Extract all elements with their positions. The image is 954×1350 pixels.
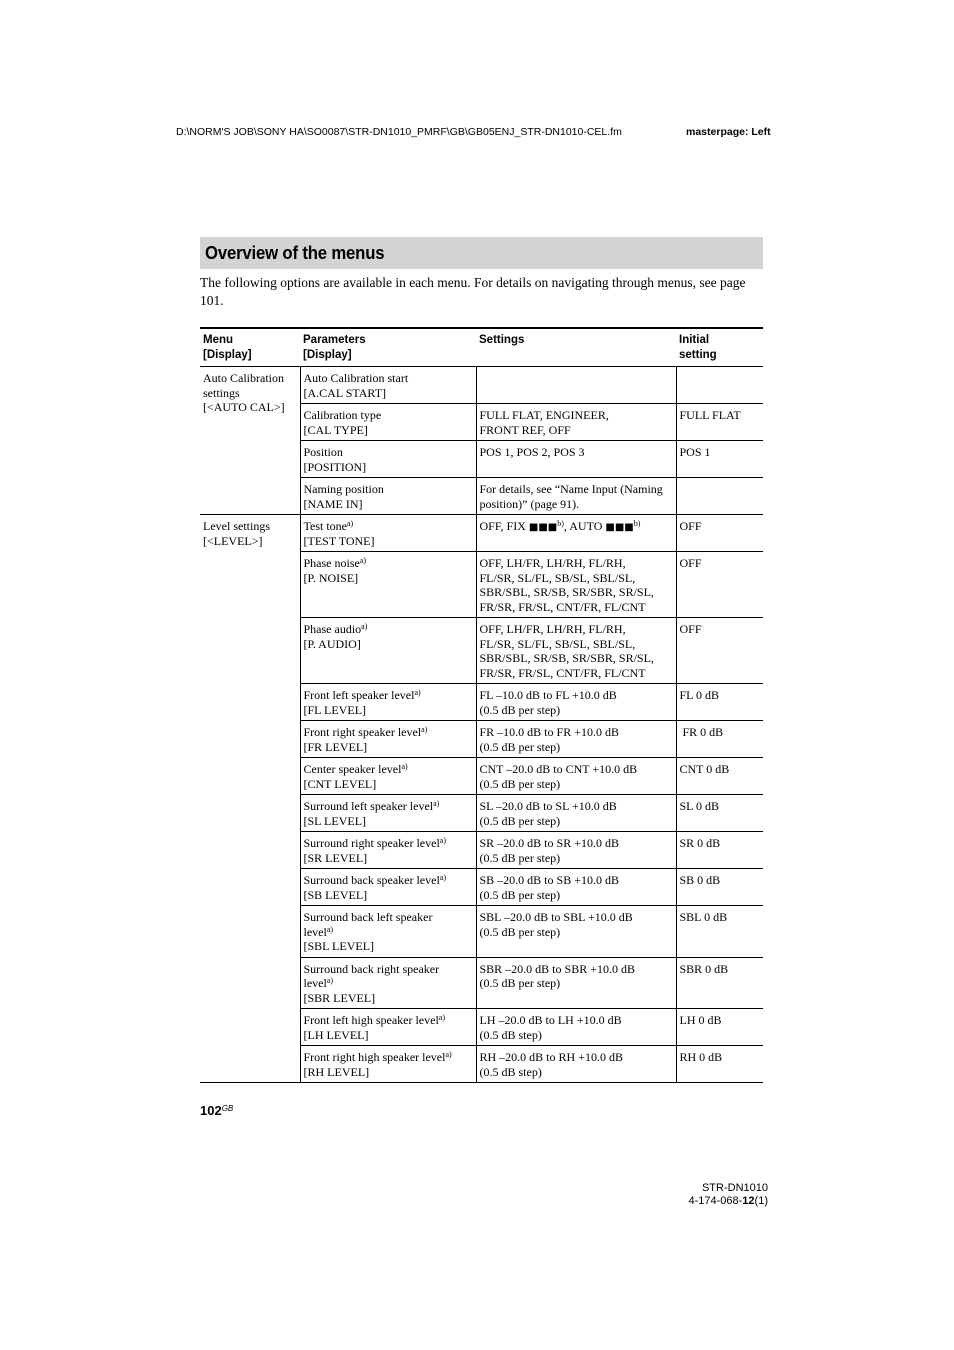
parameter-text: [SL LEVEL] (303, 813, 367, 828)
settings-line: (0.5 dB per step) (479, 924, 561, 939)
settings-line: (0.5 dB per step) (479, 776, 561, 791)
initial-setting-cell (676, 478, 763, 515)
settings-line: SL –20.0 dB to SL +10.0 dB (479, 799, 617, 813)
settings-line: For details, see “Name Input (Naming (479, 482, 663, 496)
settings-line: SB –20.0 dB to SB +10.0 dB (479, 873, 619, 887)
parameter-line (304, 534, 473, 549)
square-symbols: ■■■ (605, 522, 634, 533)
header-parameters-line: [Display] (303, 348, 352, 361)
parameter-line (304, 976, 473, 991)
menu-line: Auto Calibration (203, 371, 284, 385)
menu-overview-table (200, 327, 763, 1083)
parameter-line (304, 1065, 473, 1080)
parameter-line (304, 814, 473, 829)
parameter-line (304, 925, 473, 940)
parameter-cell (300, 618, 476, 684)
settings-line: OFF, LH/FR, LH/RH, FL/RH, (479, 622, 626, 636)
parameter-text: [SR LEVEL] (303, 850, 368, 865)
initial-setting-cell: LH 0 dB (676, 1009, 763, 1046)
settings-line: position)” (page 91). (479, 496, 580, 511)
page-number-suffix: GB (221, 1104, 234, 1113)
parameter-text: Surround back left speaker (303, 910, 433, 924)
parameter-cell (300, 367, 476, 404)
page-number (200, 1103, 233, 1118)
parameter-cell (300, 906, 476, 958)
parameter-line (304, 962, 473, 977)
menu-line: Level settings (203, 519, 270, 533)
parameter-text: [TEST TONE] (303, 533, 375, 548)
parameter-line (304, 910, 473, 925)
initial-setting-cell: OFF (676, 515, 763, 552)
footnote-marker: a) (421, 725, 428, 734)
settings-cell (476, 832, 676, 869)
initial-setting-cell: POS 1 (676, 441, 763, 478)
settings-cell (476, 957, 676, 1009)
menu-cell (200, 515, 300, 1083)
parameter-text: [SBR LEVEL] (303, 990, 376, 1005)
settings-line: SR –20.0 dB to SR +10.0 dB (479, 836, 619, 850)
settings-cell (476, 1046, 676, 1083)
footnote-marker: a) (439, 873, 447, 882)
parameter-cell (300, 795, 476, 832)
parameter-text: [NAME IN] (303, 496, 363, 511)
parameter-line (304, 740, 473, 755)
initial-setting-cell: SBL 0 dB (676, 906, 763, 958)
parameter-line (304, 991, 473, 1006)
parameter-text: Front right high speaker level (303, 1050, 446, 1064)
parameter-line (304, 1050, 473, 1065)
table-row (200, 515, 763, 552)
parameter-line (304, 622, 473, 637)
parameter-cell (300, 552, 476, 618)
settings-line: FL/SR, SL/FL, SB/SL, SBL/SL, (479, 636, 636, 651)
initial-setting-cell: SR 0 dB (676, 832, 763, 869)
settings-line: LH –20.0 dB to LH +10.0 dB (479, 1013, 622, 1027)
initial-setting-cell: RH 0 dB (676, 1046, 763, 1083)
footnote-marker: a) (414, 688, 421, 697)
parameter-text: Phase audio (303, 622, 362, 636)
footer-code-prefix: 4-174-068- (688, 1195, 743, 1207)
parameter-cell (300, 515, 476, 552)
footer-code-suffix: (1) (754, 1195, 768, 1207)
parameter-line (304, 571, 473, 586)
footnote-marker: a) (361, 622, 368, 631)
parameter-cell (300, 1046, 476, 1083)
settings-cell (476, 441, 676, 478)
parameter-text: Front left speaker level (303, 688, 415, 702)
menu-line: settings (203, 385, 240, 400)
parameter-text: Surround right speaker level (303, 836, 440, 850)
settings-cell (476, 552, 676, 618)
settings-line: FR –10.0 dB to FR +10.0 dB (479, 725, 619, 739)
settings-cell (476, 367, 676, 404)
parameter-line (304, 556, 473, 571)
settings-line: (0.5 dB per step) (479, 887, 561, 902)
parameter-text: [FR LEVEL] (303, 739, 368, 754)
parameter-cell (300, 1009, 476, 1046)
header-menu-line: [Display] (203, 348, 252, 361)
parameter-text: Position (303, 445, 343, 459)
parameter-line (304, 1013, 473, 1028)
header-parameters-line: Parameters (303, 334, 366, 346)
initial-setting-cell: SBR 0 dB (676, 957, 763, 1009)
parameter-line (304, 637, 473, 652)
parameter-line (304, 939, 473, 954)
footnote-marker: a) (439, 836, 447, 845)
parameter-cell (300, 758, 476, 795)
menu-line: [<LEVEL>] (203, 533, 263, 548)
footnote-marker: a) (438, 1013, 446, 1022)
header-initial-setting (676, 328, 763, 367)
settings-cell (476, 758, 676, 795)
header-menu (200, 328, 300, 367)
parameter-line (304, 1028, 473, 1043)
settings-line: POS 1, POS 2, POS 3 (479, 445, 585, 459)
settings-cell (476, 404, 676, 441)
settings-line: (0.5 dB step) (479, 1064, 542, 1079)
footer-model-info (688, 1182, 768, 1208)
parameter-cell (300, 478, 476, 515)
parameter-text: [CAL TYPE] (303, 422, 368, 437)
parameter-text: [SBL LEVEL] (303, 939, 375, 953)
settings-line (480, 519, 673, 536)
settings-cell (476, 478, 676, 515)
settings-text: , AUTO (563, 519, 606, 533)
settings-line: FRONT REF, OFF (479, 422, 571, 437)
initial-setting-cell (676, 367, 763, 404)
settings-line: CNT –20.0 dB to CNT +10.0 dB (479, 762, 638, 776)
settings-line: SBR/SBL, SR/SB, SR/SBR, SR/SL, (479, 651, 654, 665)
settings-line: SBR –20.0 dB to SBR +10.0 dB (479, 961, 635, 976)
parameter-text: [CNT LEVEL] (303, 776, 377, 791)
settings-line: (0.5 dB per step) (479, 739, 561, 754)
settings-cell (476, 684, 676, 721)
parameter-cell (300, 721, 476, 758)
parameter-line (304, 851, 473, 866)
settings-text: OFF, FIX (479, 519, 529, 533)
square-symbols: ■■■ (528, 522, 558, 533)
footnote-marker: a) (433, 799, 440, 808)
parameter-line (304, 777, 473, 792)
header-initial-line: setting (679, 348, 717, 361)
initial-setting-cell: CNT 0 dB (676, 758, 763, 795)
parameter-line (304, 408, 473, 423)
settings-cell (476, 515, 676, 552)
settings-line: FL –10.0 dB to FL +10.0 dB (479, 688, 617, 702)
parameter-line (304, 460, 473, 475)
parameter-line (304, 386, 473, 401)
initial-setting-cell: FL 0 dB (676, 684, 763, 721)
parameter-cell (300, 441, 476, 478)
parameter-line (304, 873, 473, 888)
parameter-text: Front left high speaker level (303, 1013, 439, 1027)
footnote-marker: a) (359, 556, 367, 565)
settings-line: (0.5 dB per step) (479, 702, 561, 717)
section-title-bar (200, 237, 763, 269)
section-title: Overview of the menus (205, 242, 385, 263)
parameter-text: [LH LEVEL] (303, 1027, 369, 1042)
footnote-marker: a) (401, 762, 408, 771)
parameter-text: Auto Calibration start (303, 371, 409, 385)
settings-cell (476, 1009, 676, 1046)
parameter-text: Front right speaker level (303, 725, 422, 739)
parameter-text: [RH LEVEL] (303, 1064, 370, 1079)
settings-cell (476, 795, 676, 832)
masterpage-label: masterpage: Left (686, 126, 771, 138)
parameter-text: [P. AUDIO] (303, 636, 361, 651)
parameter-text: Surround left speaker level (303, 799, 434, 813)
initial-setting-cell: FR 0 dB (676, 721, 763, 758)
settings-line: RH –20.0 dB to RH +10.0 dB (479, 1050, 623, 1064)
footnote-marker: a) (326, 976, 334, 985)
parameter-cell (300, 869, 476, 906)
settings-cell (476, 618, 676, 684)
header-menu-line: Menu (203, 334, 234, 346)
parameter-text: Naming position (303, 482, 384, 496)
parameter-line (304, 703, 473, 718)
header-parameters (300, 328, 476, 367)
parameter-text: level (303, 924, 327, 939)
footer-code (688, 1195, 768, 1208)
parameter-line (304, 762, 473, 777)
menu-line: [<AUTO CAL>] (203, 400, 285, 414)
settings-line: (0.5 dB per step) (479, 850, 561, 865)
parameter-text: level (303, 976, 327, 990)
parameter-line (304, 799, 473, 814)
parameter-line (304, 371, 473, 386)
parameter-line (304, 445, 473, 460)
parameter-line (304, 836, 473, 851)
settings-cell (476, 721, 676, 758)
intro-paragraph: The following options are available in each menu. For details on navigating through menus, see page 101. (200, 275, 746, 308)
header-settings: Settings (476, 328, 676, 367)
table-body (200, 367, 763, 1083)
settings-line: (0.5 dB per step) (479, 813, 561, 828)
parameter-line (304, 482, 473, 497)
parameter-cell (300, 404, 476, 441)
settings-line: FR/SR, FR/SL, CNT/FR, FL/CNT (479, 665, 646, 680)
footnote-marker: b) (633, 519, 641, 528)
parameter-text: [POSITION] (303, 459, 367, 474)
initial-setting-cell: SB 0 dB (676, 869, 763, 906)
initial-setting-cell: SL 0 dB (676, 795, 763, 832)
settings-line: FL/SR, SL/FL, SB/SL, SBL/SL, (479, 570, 636, 585)
parameter-line (304, 423, 473, 438)
parameter-text: Surround back speaker level (303, 873, 440, 887)
footnote-marker: a) (346, 519, 354, 528)
settings-line: SBR/SBL, SR/SB, SR/SBR, SR/SL, (479, 585, 654, 599)
parameter-line (304, 497, 473, 512)
settings-cell (476, 869, 676, 906)
parameter-cell (300, 832, 476, 869)
parameter-text: Calibration type (303, 408, 382, 422)
parameter-cell (300, 957, 476, 1009)
initial-setting-cell: OFF (676, 552, 763, 618)
parameter-line (304, 725, 473, 740)
footer-model-name: STR-DN1010 (701, 1182, 768, 1194)
settings-line: FR/SR, FR/SL, CNT/FR, FL/CNT (479, 599, 646, 614)
parameter-text: [SB LEVEL] (303, 887, 368, 902)
footnote-marker: a) (445, 1050, 452, 1059)
parameter-text: Center speaker level (303, 762, 402, 776)
parameter-text: Test tone (303, 519, 347, 533)
footnote-marker: b) (557, 519, 564, 528)
parameter-text: Phase noise (303, 556, 360, 570)
parameter-text: [FL LEVEL] (303, 702, 367, 717)
settings-line: SBL –20.0 dB to SBL +10.0 dB (479, 910, 633, 924)
table-header-row (200, 328, 763, 367)
footnote-marker: a) (326, 924, 334, 934)
parameter-line (304, 519, 473, 534)
settings-line: OFF, LH/FR, LH/RH, FL/RH, (479, 556, 626, 570)
initial-setting-cell: OFF (676, 618, 763, 684)
parameter-text: Surround back right speaker (303, 961, 440, 976)
parameter-text: [P. NOISE] (303, 570, 359, 585)
menu-cell (200, 367, 300, 515)
settings-line: FULL FLAT, ENGINEER, (479, 408, 609, 422)
parameter-line (304, 688, 473, 703)
file-path-header: D:\NORM'S JOB\SONY HA\SO0087\STR-DN1010_PMRF\GB\GB05ENJ_STR-DN1010-CEL.fm (176, 126, 622, 138)
settings-cell (476, 906, 676, 958)
parameter-line (304, 888, 473, 903)
footer-code-bold: 12 (742, 1195, 755, 1207)
table-row (200, 367, 763, 404)
header-initial-line: Initial (679, 334, 710, 346)
settings-line: (0.5 dB step) (479, 1027, 542, 1042)
parameter-text: [A.CAL START] (303, 385, 387, 400)
settings-line: (0.5 dB per step) (479, 976, 561, 990)
parameter-cell (300, 684, 476, 721)
page-number-value: 102 (200, 1103, 222, 1118)
initial-setting-cell: FULL FLAT (676, 404, 763, 441)
